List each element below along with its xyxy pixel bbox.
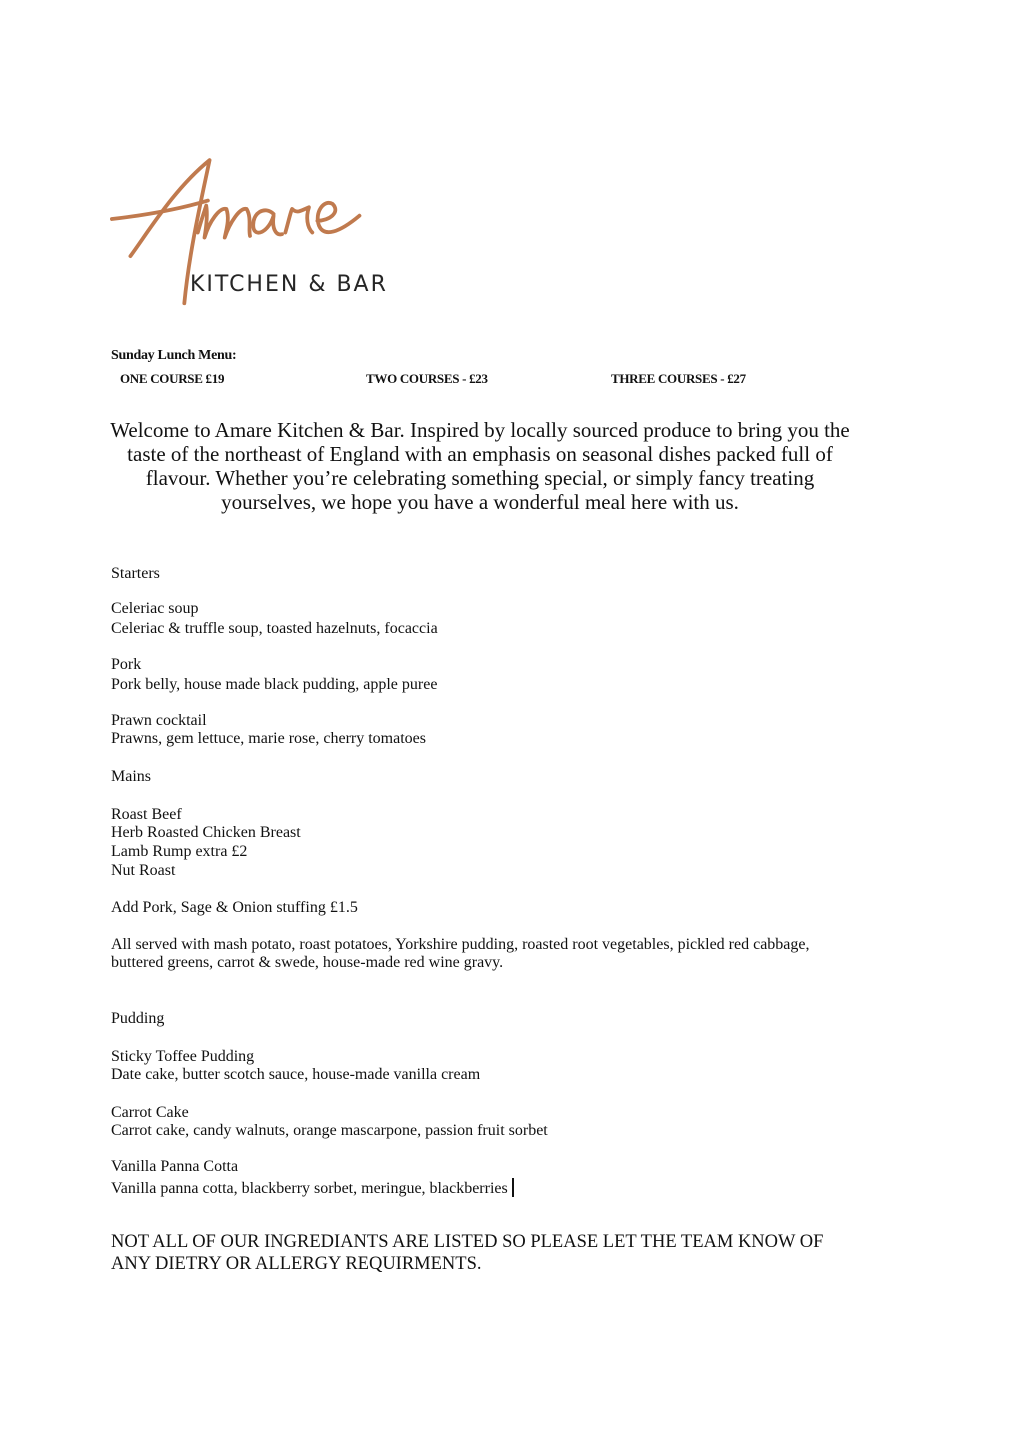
section-title-starters: Starters [111, 565, 160, 582]
pudding-desc: Date cake, butter scotch sauce, house-made vanilla cream [111, 1066, 481, 1083]
main-item: Herb Roasted Chicken Breast [111, 824, 301, 841]
pudding-desc: Carrot cake, candy walnuts, orange mascarpone, passion fruit sorbet [111, 1122, 548, 1139]
section-title-mains: Mains [111, 768, 151, 785]
starter-name: Celeriac soup [111, 600, 199, 617]
price-one-course: ONE COURSE £19 [120, 371, 225, 386]
main-item: Lamb Rump extra £2 [111, 843, 248, 860]
intro-paragraph: Welcome to Amare Kitchen & Bar. Inspired by locally sourced produce to bring you the taste of the northeast of England with an emphasis on seasonal dishes packed full of flavour. Whether you’re celebrating something special, or simply fancy treating yourselves, we hope you have a wonderful meal here with us. [110, 418, 850, 514]
brand-logo [80, 150, 440, 350]
logo-tagline: KITCHEN & BAR [190, 272, 388, 297]
menu-heading: Sunday Lunch Menu: [111, 348, 237, 363]
starter-desc: Pork belly, house made black pudding, apple puree [111, 676, 438, 693]
pudding-name: Carrot Cake [111, 1104, 189, 1121]
price-three-courses: THREE COURSES - £27 [611, 371, 746, 386]
mains-addon: Add Pork, Sage & Onion stuffing £1.5 [111, 899, 358, 916]
text-cursor [512, 1178, 514, 1197]
starter-desc: Prawns, gem lettuce, marie rose, cherry tomatoes [111, 730, 426, 747]
starter-name: Prawn cocktail [111, 712, 207, 729]
main-item: Roast Beef [111, 806, 182, 823]
mains-served-with: All served with mash potato, roast potatoes, Yorkshire pudding, roasted root vegetables, pickled red cabbage, buttered greens, carrot & swede, house-made red wine gravy. [111, 936, 810, 971]
allergy-notice: NOT ALL OF OUR INGREDIANTS ARE LISTED SO PLEASE LET THE TEAM KNOW OF ANY DIETRY OR ALLERGY REQUIRMENTS. [111, 1232, 824, 1274]
starter-desc: Celeriac & truffle soup, toasted hazelnuts, focaccia [111, 620, 438, 637]
pudding-desc-row [111, 1178, 514, 1198]
pudding-name: Vanilla Panna Cotta [111, 1158, 239, 1175]
starter-name: Pork [111, 656, 142, 673]
pudding-name: Sticky Toffee Pudding [111, 1048, 255, 1065]
section-title-pudding: Pudding [111, 1010, 165, 1027]
main-item: Nut Roast [111, 862, 176, 879]
pudding-desc: Vanilla panna cotta, blackberry sorbet, meringue, blackberries [111, 1180, 508, 1197]
price-two-courses: TWO COURSES - £23 [366, 371, 488, 386]
